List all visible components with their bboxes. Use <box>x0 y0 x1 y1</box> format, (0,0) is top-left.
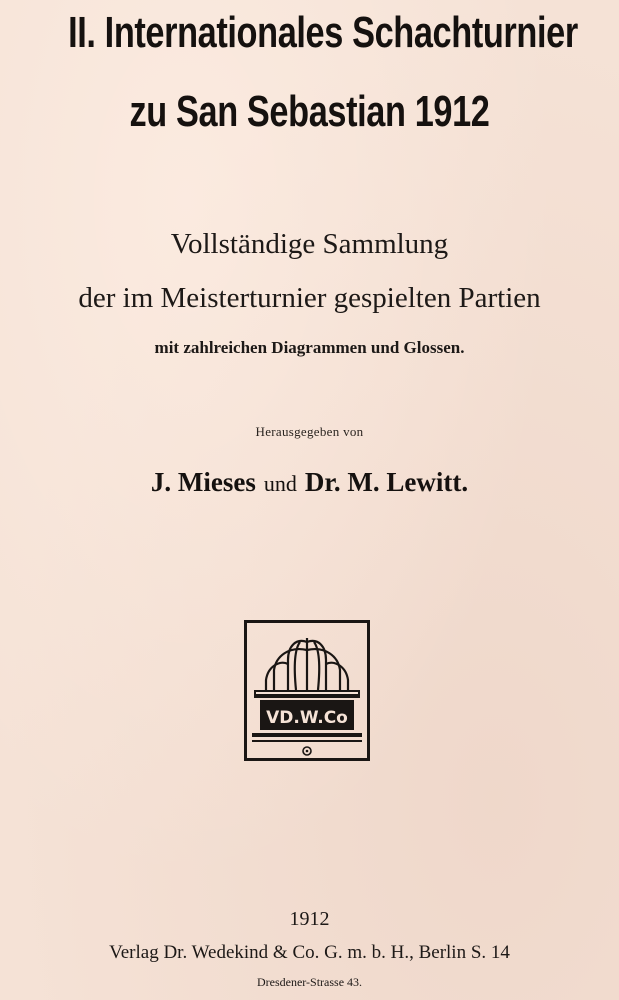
logo-text: VD.W.Co <box>266 708 348 728</box>
editor-1: J. Mieses <box>150 467 256 497</box>
subtitle-line-1: Vollständige Sammlung <box>170 228 449 260</box>
subtitle-line-2: der im Meisterturnier gespielten Partien <box>78 282 541 314</box>
editor-label: Herausgegeben von <box>255 424 364 439</box>
subtitle-line-3: mit zahlreichen Diagrammen und Glossen. <box>154 338 465 357</box>
editors-line <box>0 467 619 498</box>
publisher: Verlag Dr. Wedekind & Co. G. m. b. H., Berlin S. 14 <box>109 942 510 963</box>
publication-year: 1912 <box>289 908 330 930</box>
publisher-logo <box>244 620 370 761</box>
title-line-1: II. Internationales Schachturnier <box>68 8 578 57</box>
publisher-address: Dresdener-Strasse 43. <box>256 975 363 989</box>
editor-conjunction: und <box>263 471 297 496</box>
editor-2: Dr. M. Lewitt. <box>304 467 469 497</box>
fountain-icon <box>266 638 348 690</box>
title-line-2: zu San Sebastian 1912 <box>129 87 490 136</box>
